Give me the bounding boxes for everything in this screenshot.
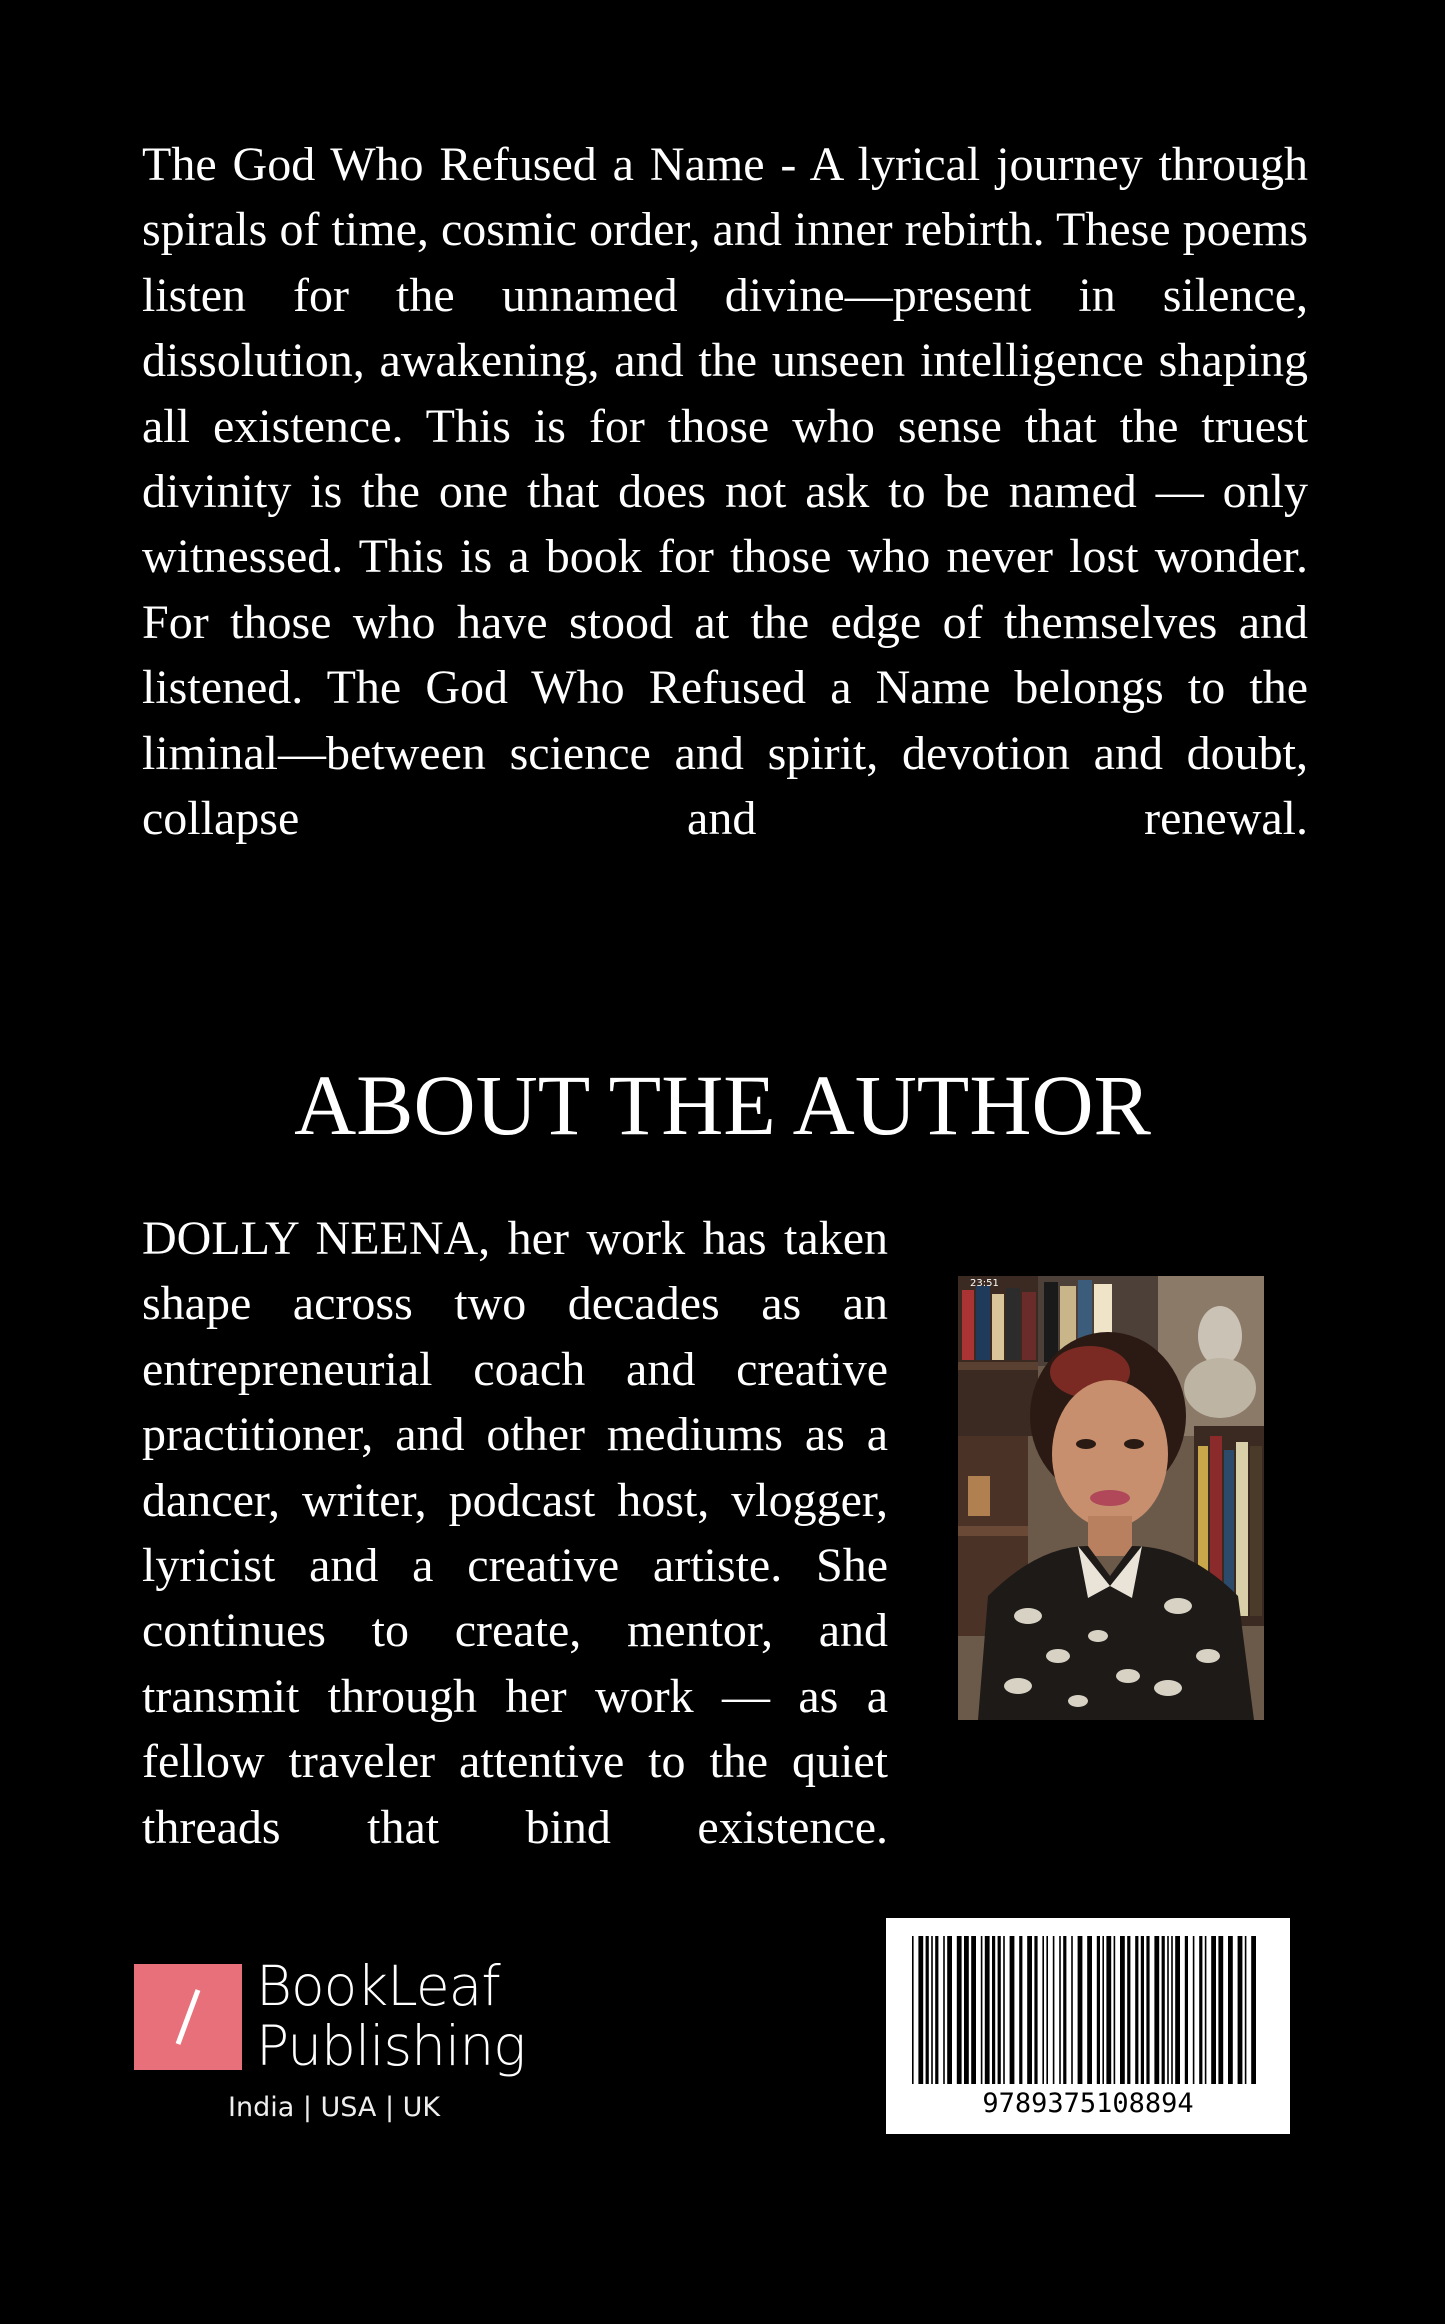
barcode-bar <box>1063 1936 1066 2084</box>
barcode-bars <box>908 1936 1268 2084</box>
publisher-name <box>256 1956 525 2076</box>
barcode-bar <box>971 1936 976 2084</box>
publisher-logo <box>134 1954 534 2134</box>
barcode-bar <box>1027 1936 1032 2084</box>
barcode-bar <box>1251 1936 1256 2084</box>
barcode-bar <box>1193 1936 1195 2084</box>
barcode-bar <box>1059 1936 1061 2084</box>
barcode-bar <box>1042 1936 1044 2084</box>
isbn-number: 9789375108894 <box>982 2088 1194 2119</box>
barcode-bar <box>998 1936 1001 2084</box>
publisher-name-line2: Publishing <box>256 2014 526 2078</box>
barcode-bar <box>918 1936 923 2084</box>
photo-time-text: 23:51 <box>970 1278 999 1289</box>
barcode <box>886 1918 1290 2134</box>
barcode-bar <box>985 1936 990 2084</box>
barcode-bar <box>1003 1936 1005 2084</box>
barcode-bar <box>1146 1936 1149 2084</box>
barcode-bar <box>1205 1936 1207 2084</box>
barcode-bar <box>1171 1936 1173 2084</box>
barcode-bar <box>947 1936 952 2084</box>
barcode-bar <box>943 1936 945 2084</box>
barcode-bar <box>1141 1936 1144 2084</box>
barcode-bar <box>981 1936 983 2084</box>
barcode-bar <box>1097 1936 1100 2084</box>
barcode-bar <box>1034 1936 1037 2084</box>
barcode-bar <box>1078 1936 1083 2084</box>
author-bio: DOLLY NEENA, her work has taken shape across two decades as an entrepreneurial coach and creative practitioner, and other mediums as a dancer, writer, podcast host, vlogger, lyricist and a creative artiste. She continues to create, mentor, and transmit through her work — as a fellow traveler attentive to the quiet threads that bind existence. <box>142 1212 888 1854</box>
publisher-regions: India | USA | UK <box>228 2092 441 2123</box>
barcode-bar <box>1162 1936 1165 2084</box>
barcode-bar <box>1010 1936 1015 2084</box>
barcode-bar <box>1167 1936 1169 2084</box>
barcode-bar <box>992 1936 995 2084</box>
barcode-bar <box>1120 1936 1125 2084</box>
publisher-name-line1: BookLeaf <box>256 1954 500 2018</box>
barcode-bar <box>1087 1936 1092 2084</box>
barcode-bar <box>1071 1936 1073 2084</box>
barcode-bar <box>1154 1936 1159 2084</box>
barcode-bar <box>1185 1936 1188 2084</box>
barcode-bar <box>1228 1936 1233 2084</box>
barcode-bar <box>1046 1936 1048 2084</box>
barcode-bar <box>926 1936 929 2084</box>
barcode-bar <box>1102 1936 1104 2084</box>
barcode-bar <box>1238 1936 1243 2084</box>
author-photo <box>958 1276 1264 1720</box>
about-author-heading: ABOUT THE AUTHOR <box>294 1057 1151 1153</box>
barcode-bar <box>931 1936 933 2084</box>
barcode-bar <box>1114 1936 1116 2084</box>
barcode-bar <box>935 1936 938 2084</box>
publisher-logo-mark <box>134 1964 242 2070</box>
barcode-bar <box>957 1936 962 2084</box>
book-blurb: The God Who Refused a Name - A lyrical journey through spirals of time, cosmic order, and inner rebirth. These poems listen for the unnamed divine—present in silence, dissolution, awakening, and the unseen intelligence shaping all existence. This is for those who sense that the truest divinity is the one that does not ask to be named — only witnessed. This is a book for those who never lost wonder. For those who have stood at the edge of themselves and listened. The God Who Refused a Name belongs to the liminal—between science and spirit, devotion and doubt, collapse and renewal. <box>142 138 1308 846</box>
barcode-bar <box>1175 1936 1180 2084</box>
barcode-bar <box>1218 1936 1223 2084</box>
barcode-bar <box>1211 1936 1216 2084</box>
barcode-bar <box>1053 1936 1055 2084</box>
barcode-bar <box>1245 1936 1247 2084</box>
barcode-bar <box>964 1936 969 2084</box>
barcode-bar <box>1135 1936 1138 2084</box>
barcode-bar <box>1019 1936 1022 2084</box>
barcode-bar <box>1199 1936 1202 2084</box>
barcode-bar <box>1106 1936 1111 2084</box>
barcode-bar <box>912 1936 914 2084</box>
barcode-bar <box>1127 1936 1130 2084</box>
